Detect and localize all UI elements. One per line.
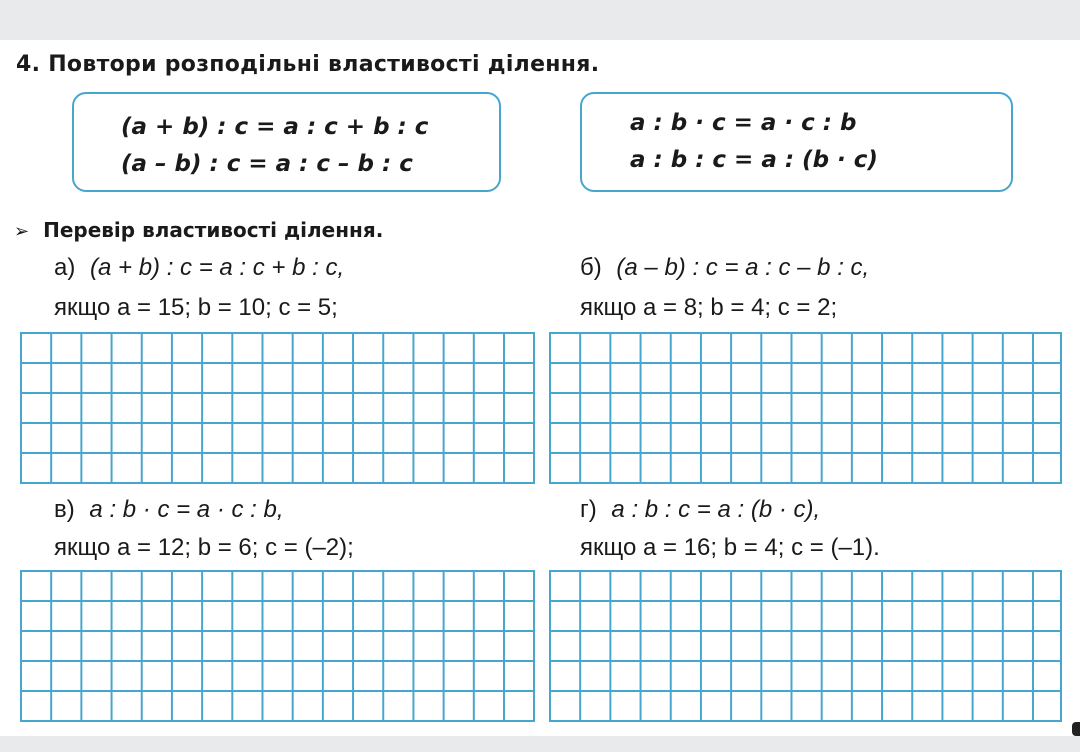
rule-difference: (a – b) : c = a : c – b : c bbox=[121, 151, 413, 177]
item-c-label: в) bbox=[54, 496, 75, 523]
answer-grid-a[interactable] bbox=[20, 332, 535, 484]
item-b-expression: (a – b) : c = a : c – b : c, bbox=[616, 254, 870, 281]
answer-grid-b[interactable] bbox=[549, 332, 1062, 484]
check-heading bbox=[14, 218, 383, 242]
arrow-bullet-icon: ➢ bbox=[14, 221, 30, 242]
textbook-page bbox=[0, 40, 1080, 736]
task-title: 4. Повтори розподільні властивості ділення. bbox=[16, 52, 600, 77]
item-a-expression: (a + b) : c = a : c + b : c, bbox=[90, 254, 345, 281]
item-d-label: г) bbox=[580, 496, 597, 523]
page-edge-mark bbox=[1072, 722, 1080, 736]
item-d-statement bbox=[580, 496, 820, 524]
item-b-statement bbox=[580, 254, 869, 282]
item-c-expression: a : b · c = a · c : b, bbox=[89, 496, 284, 523]
item-d-condition: якщо a = 16; b = 4; c = (–1). bbox=[580, 534, 880, 561]
item-c-statement bbox=[54, 496, 284, 524]
item-d-expression: a : b : c = a : (b · c), bbox=[611, 496, 821, 523]
rule-box-sum-difference bbox=[72, 92, 501, 192]
rule-product: a : b · c = a · c : b bbox=[630, 110, 857, 136]
rule-quotient: a : b : c = a : (b · c) bbox=[630, 147, 878, 173]
item-a-label: а) bbox=[54, 254, 76, 281]
item-b-condition: якщо a = 8; b = 4; c = 2; bbox=[580, 294, 838, 321]
item-a-statement bbox=[54, 254, 344, 282]
item-a-condition: якщо a = 15; b = 10; c = 5; bbox=[54, 294, 338, 321]
answer-grid-d[interactable] bbox=[549, 570, 1062, 722]
rule-box-product-quotient bbox=[580, 92, 1013, 192]
item-c-condition: якщо a = 12; b = 6; c = (–2); bbox=[54, 534, 354, 561]
item-b-label: б) bbox=[580, 254, 602, 281]
rule-sum: (a + b) : c = a : c + b : c bbox=[121, 114, 429, 140]
check-title: Перевір властивості ділення. bbox=[43, 218, 384, 242]
answer-grid-c[interactable] bbox=[20, 570, 535, 722]
